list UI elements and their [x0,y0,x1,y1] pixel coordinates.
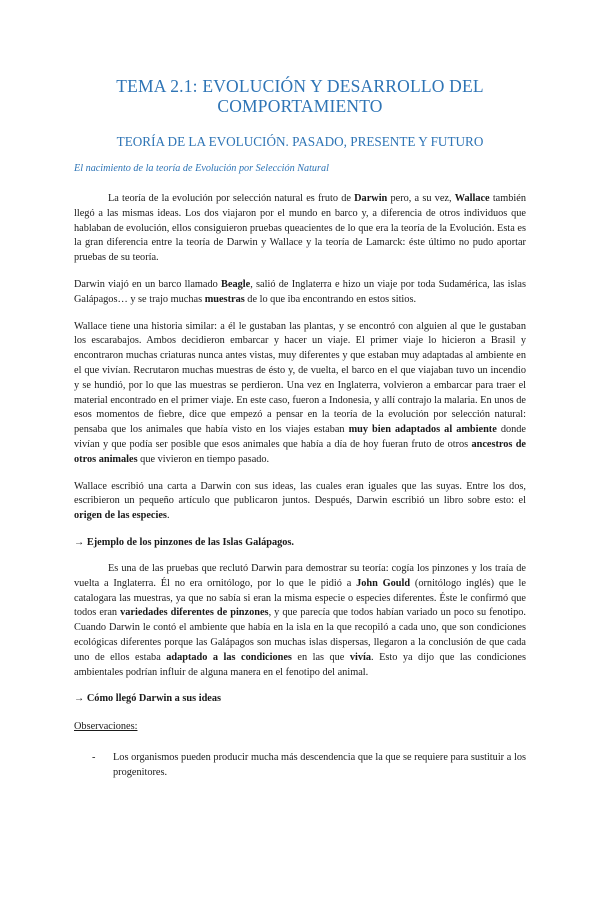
paragraph-finches: Es una de las pruebas que reclutó Darwin para demostrar su teoría: cogía los pinzones y los traía de vuelta a Inglaterra. Él no era ornitólogo, por lo que le pidió a John Gould (ornitólogo inglés) que le catalogara las muestras, ya que no sabía si eran la misma especie o especies diferentes. Éste le confirmó que todos eran variedades diferentes de pinzones, y que parecía que todos habían variado un poco su fenotipo. Cuando Darwin le contó el ambiente que había en la isla en la que recopiló a cada uno, que son condiciones ecológicas diferentes porque las Galápagos son muchas islas dispersas, llegaron a la conclusión de que cada uno de ellos estaba adaptado a las condiciones en las que vivía. Esto ya dijo que las condiciones ambientales podrían influir de alguna manera en el fenotipo del animal. [74,562,526,678]
observations-label: Observaciones: [74,721,138,733]
paragraph-letter: Wallace escribió una carta a Darwin con sus ideas, las cuales eran iguales que las suyas. Entre los dos, escribieron un pequeño artículo que publicaron juntos. Después, Darwin escribió un libro sobre esto: el origen de las especies. [74,480,526,522]
paragraph-darwin-voyage: Darwin viajó en un barco llamado Beagle, salió de Inglaterra e hizo un viaje por toda Sudamérica, las islas Galápagos… y se trajo muchas muestras de lo que iba encontrando en estos sitios. [74,278,526,305]
paragraph-wallace-story: Wallace tiene una historia similar: a él le gustaban las plantas, y se encontró con alguien al que le gustaban los escarabajos. Ambos decidieron embarcar y hacer un viaje. El primer viaje lo hicieron a Brasil y encontraron muchas criaturas nunca antes vistas, muy diferentes y que estaban muy adaptadas al ambiente en el que vivían. Recrutaron muchas muestras de ésto y, de vuelta, el barco en el que viajaban tuvo un incendio y se hundió, por lo que las muestras se perdieron. Una vez en Inglaterra, volvieron a embarcar para traer el material encontrado en el primer viaje. En este caso, fueron a Indonesia, y allí contrajo la malaria. En unos de esos momentos de fiebre, dice que empezó a pensar en la teoría de la evolución por selección natural: pensaba que los animales que había visto en los viajes estaban muy bien adaptados al ambiente donde vivían y que podía ser posible que esos animales que había a día de hoy fueran fruto de otros ancestros de otros animales que vivieron en tiempo pasado. [74,320,526,465]
section-heading: El nacimiento de la teoría de Evolución por Selección Natural [74,163,329,174]
list-item [74,751,526,781]
bullet-text: Los organismos pueden producir mucha más descendencia que la que se requiere para sustituir a los progenitores. [113,752,526,779]
document-subtitle: TEORÍA DE LA EVOLUCIÓN. PASADO, PRESENTE Y FUTURO [116,134,484,149]
finches-example-heading: → Ejemplo de los pinzones de las Islas Galápagos. [74,536,294,548]
darwin-ideas-heading: → Cómo llegó Darwin a sus ideas [74,693,222,705]
bullet-dash: - [92,752,96,764]
document-page [0,76,600,924]
paragraph-intro: La teoría de la evolución por selección natural es fruto de Darwin pero, a su vez, Wallace también llegó a las mismas ideas. Los dos viajaron por el mundo en barco y, a diferencia de otros individuos que hablaban de evolución, ellos consiguieron pruebas queacientes de lo que era la teoría de la Evolución. Esta es la gran diferencia entre la teoría de Darwin y Wallace y la teoría de Lamarck: éste último no pudo aportar pruebas de su teoría. [74,193,526,264]
page-title: TEMA 2.1: EVOLUCIÓN Y DESARROLLO DEL COMPORTAMIENTO [116,76,484,116]
